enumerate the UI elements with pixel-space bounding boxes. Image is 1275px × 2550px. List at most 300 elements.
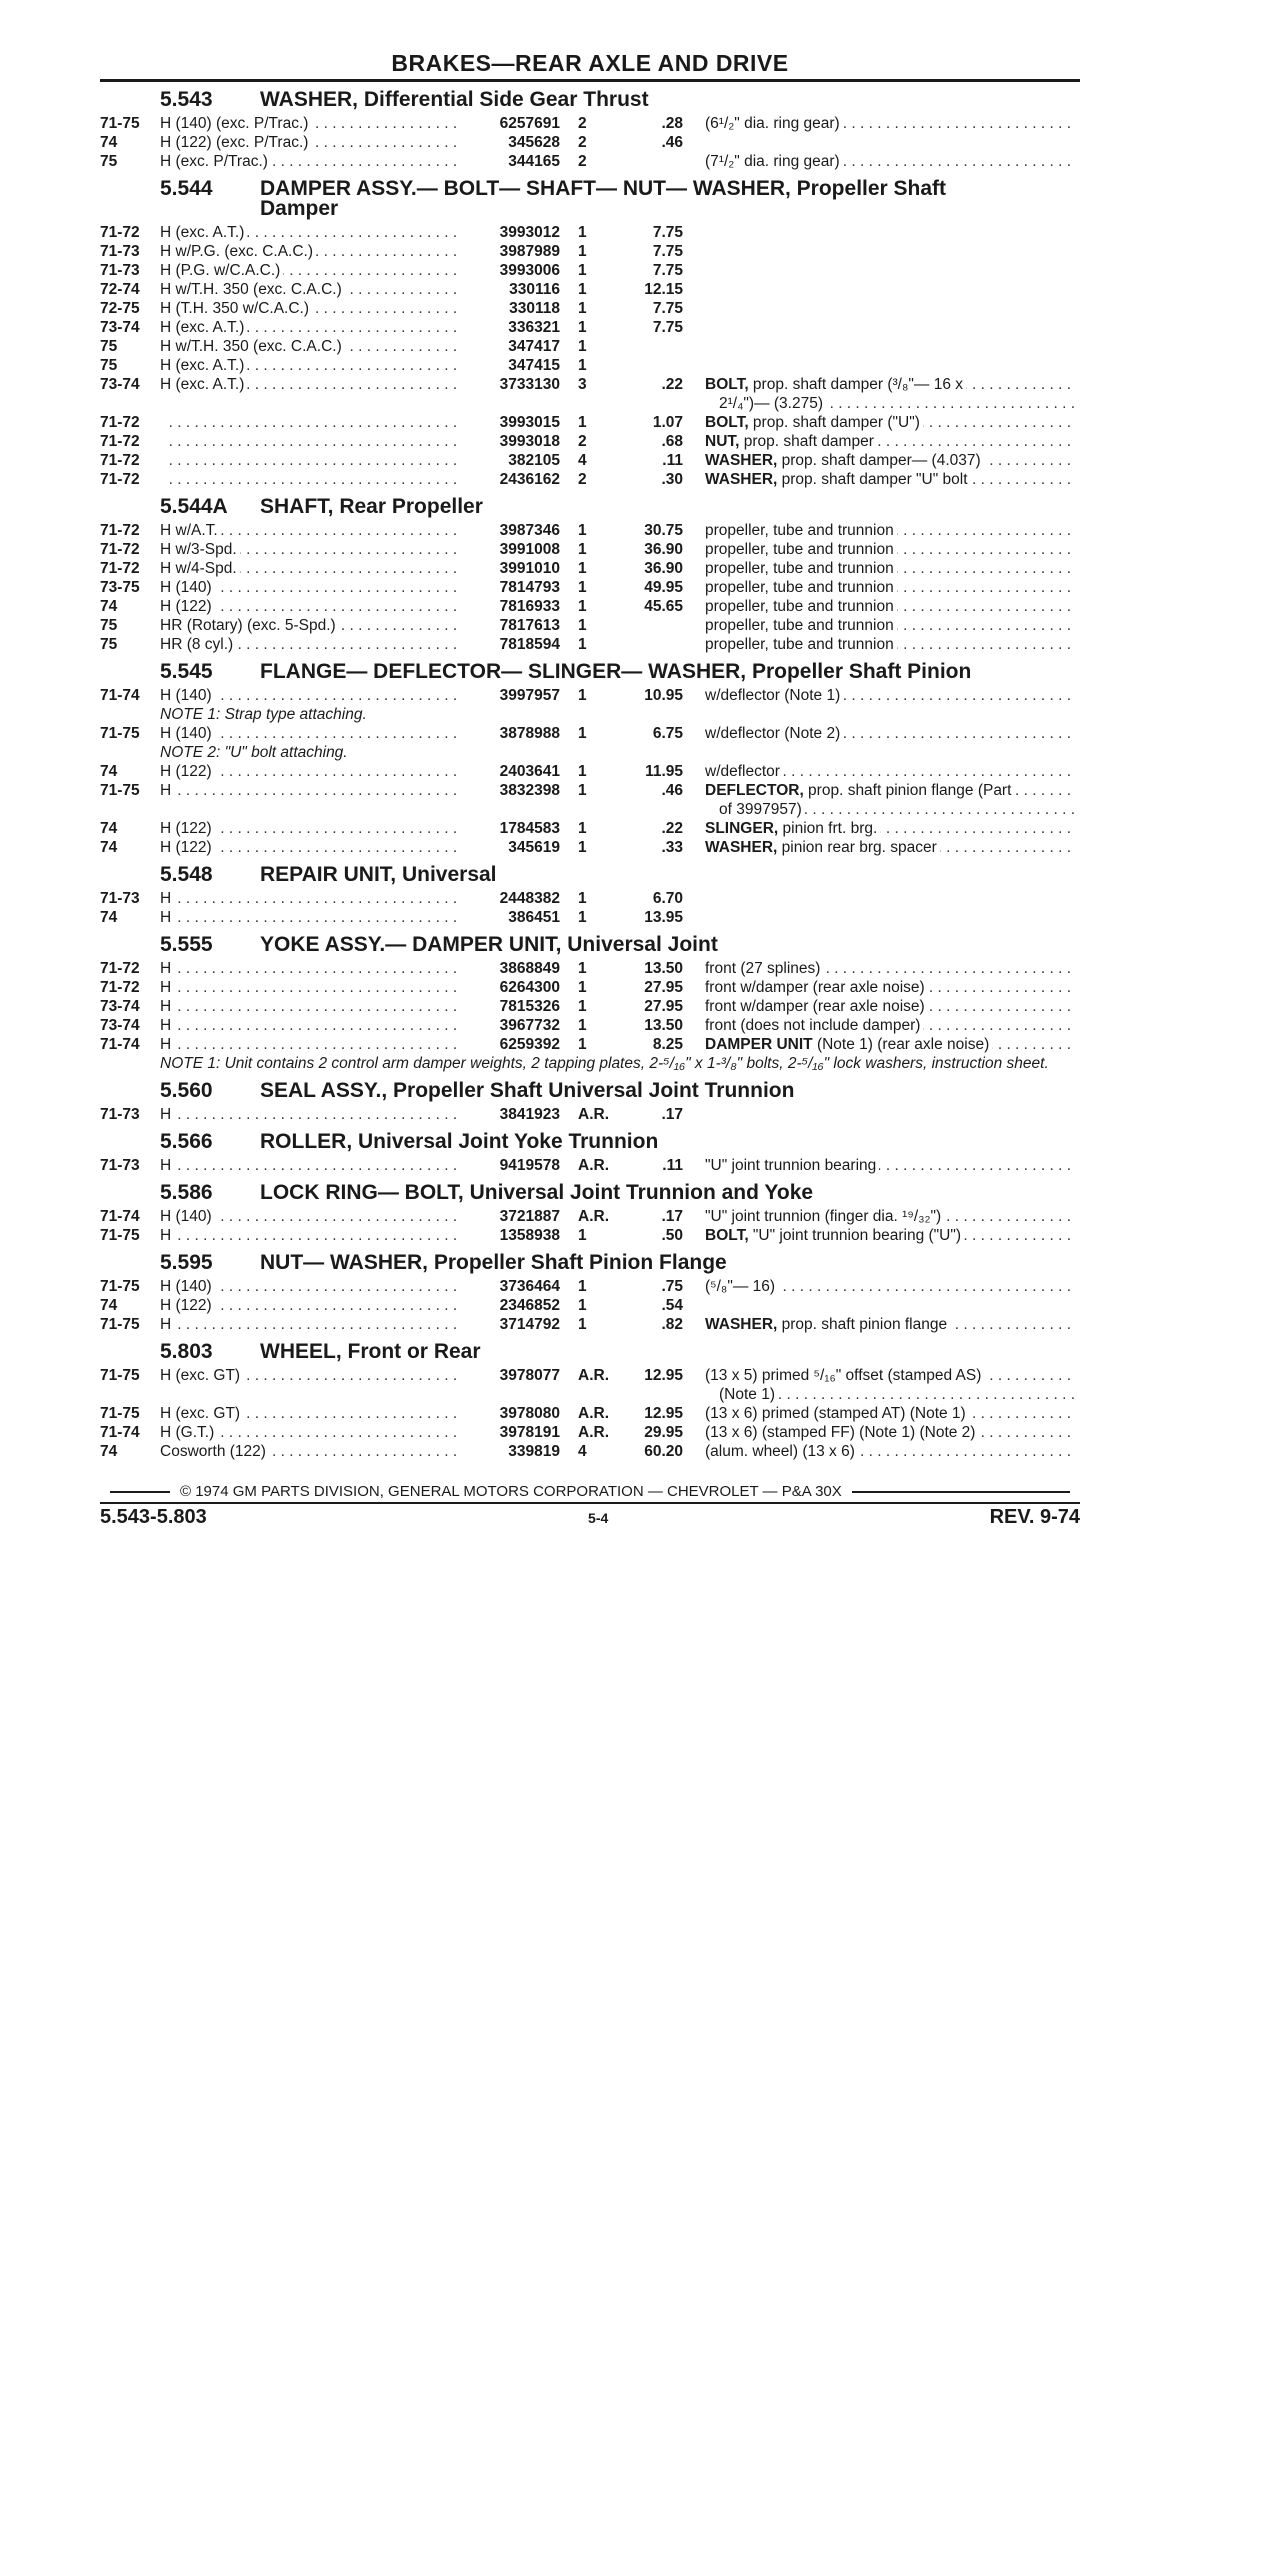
row-description-rest: (⁵/₈"— 16) bbox=[705, 1278, 776, 1295]
table-row bbox=[100, 1226, 1080, 1245]
row-quantity: A.R. bbox=[578, 1367, 609, 1384]
row-application bbox=[160, 375, 460, 394]
row-price: 6.75 bbox=[652, 725, 683, 742]
row-application-text: H (140) bbox=[160, 1208, 215, 1225]
row-application-text: H bbox=[160, 909, 174, 926]
row-application bbox=[160, 978, 460, 997]
section-title: NUT— WASHER, Propeller Shaft Pinion Flange bbox=[260, 1251, 727, 1274]
row-application bbox=[160, 413, 460, 432]
row-description-text bbox=[705, 243, 708, 260]
row-application-text: H (140) bbox=[160, 725, 215, 742]
row-years: 72-75 bbox=[100, 300, 140, 317]
row-description bbox=[683, 762, 1075, 781]
section-number: 5.548 bbox=[160, 863, 213, 886]
section-number: 5.545 bbox=[160, 660, 213, 683]
row-quantity: A.R. bbox=[578, 1424, 609, 1441]
row-description-text bbox=[705, 998, 928, 1015]
row-years: 71-73 bbox=[100, 243, 140, 260]
row-application-text: H (exc. A.T.) bbox=[160, 357, 247, 374]
row-description-rest: propeller, tube and trunnion bbox=[705, 560, 894, 577]
catalog-page bbox=[100, 50, 1080, 1529]
row-price: 11.95 bbox=[645, 763, 683, 780]
row-price: 7.75 bbox=[652, 319, 683, 336]
section-title: LOCK RING— BOLT, Universal Joint Trunnion and Yoke bbox=[260, 1181, 814, 1204]
row-description-text bbox=[705, 338, 708, 355]
row-description bbox=[683, 470, 1075, 489]
row-description-text bbox=[705, 1297, 708, 1314]
row-years: 74 bbox=[100, 909, 118, 926]
row-description-text bbox=[705, 153, 843, 170]
section-title: FLANGE— DEFLECTOR— SLINGER— WASHER, Propeller Shaft Pinion bbox=[260, 660, 972, 683]
table-row bbox=[100, 959, 1080, 978]
row-application bbox=[160, 451, 460, 470]
row-years: 75 bbox=[100, 338, 118, 355]
row-years: 74 bbox=[100, 1297, 118, 1314]
row-application bbox=[160, 578, 460, 597]
table-row bbox=[100, 114, 1080, 133]
row-application bbox=[160, 223, 460, 242]
row-description-text bbox=[705, 820, 880, 837]
row-price: 36.90 bbox=[644, 541, 683, 558]
row-part-number: 6259392 bbox=[499, 1036, 560, 1053]
row-description-text bbox=[705, 979, 928, 996]
row-years: 71-75 bbox=[100, 782, 140, 799]
row-description bbox=[683, 1404, 1075, 1423]
table-row bbox=[100, 432, 1080, 451]
table-row bbox=[100, 540, 1080, 559]
row-part-number: 344165 bbox=[508, 153, 560, 170]
row-description bbox=[683, 1035, 1075, 1054]
section-number-spacer bbox=[100, 195, 260, 223]
row-price bbox=[623, 616, 683, 635]
section-heading bbox=[100, 493, 1080, 521]
row-quantity: 1 bbox=[578, 820, 587, 837]
row-description bbox=[683, 152, 1075, 171]
row-description-text bbox=[705, 725, 843, 742]
row-part-number: 3993015 bbox=[499, 414, 560, 431]
row-price: 27.95 bbox=[644, 998, 683, 1015]
row-description-rest: prop. shaft damper "U" bolt bbox=[777, 471, 968, 488]
row-price: .11 bbox=[662, 452, 683, 469]
row-description-rest: w/deflector (Note 2) bbox=[705, 725, 841, 742]
row-application-text: H (122) bbox=[160, 763, 215, 780]
row-years: 74 bbox=[100, 763, 118, 780]
continuation-indent bbox=[100, 1385, 687, 1404]
row-application-text: H (140) (exc. P/Trac.) bbox=[160, 115, 311, 132]
row-description-rest: prop. shaft damper ("U") bbox=[748, 414, 920, 431]
table-row bbox=[100, 578, 1080, 597]
row-years: 71-74 bbox=[100, 687, 140, 704]
row-application-text: H bbox=[160, 960, 174, 977]
row-price: 36.90 bbox=[644, 560, 683, 577]
row-application-text bbox=[160, 433, 163, 450]
row-quantity: 1 bbox=[578, 890, 587, 907]
row-years: 71-74 bbox=[100, 1208, 140, 1225]
row-description bbox=[683, 1226, 1075, 1245]
row-application-text: H w/4-Spd. bbox=[160, 560, 240, 577]
row-application-text: H bbox=[160, 998, 174, 1015]
row-description-continuation bbox=[100, 394, 1080, 413]
table-row bbox=[100, 781, 1080, 800]
row-description-rest: propeller, tube and trunnion bbox=[705, 617, 894, 634]
table-row bbox=[100, 1016, 1080, 1035]
row-application-text: H w/T.H. 350 (exc. C.A.C.) bbox=[160, 338, 345, 355]
row-description-text bbox=[705, 909, 708, 926]
row-price: 29.95 bbox=[644, 1424, 683, 1441]
row-description-cont bbox=[687, 1385, 1079, 1404]
row-quantity: 2 bbox=[578, 433, 587, 450]
row-description bbox=[683, 838, 1075, 857]
table-row bbox=[100, 1035, 1080, 1054]
row-description-text bbox=[705, 1316, 950, 1333]
row-years: 71-74 bbox=[100, 1424, 140, 1441]
row-application-text: H bbox=[160, 979, 174, 996]
row-quantity: A.R. bbox=[578, 1106, 609, 1123]
row-description-bold: NUT, bbox=[705, 433, 740, 450]
row-application-text: H (exc. GT) bbox=[160, 1367, 243, 1384]
row-part-number: 345628 bbox=[508, 134, 560, 151]
row-application-text bbox=[160, 471, 163, 488]
section-number: 5.586 bbox=[160, 1181, 213, 1204]
row-quantity: 1 bbox=[578, 262, 587, 279]
row-part-number: 3993018 bbox=[499, 433, 560, 450]
footer-section-range: 5.543-5.803 bbox=[100, 1506, 207, 1528]
row-application-text: H w/T.H. 350 (exc. C.A.C.) bbox=[160, 281, 345, 298]
row-part-number: 3841923 bbox=[499, 1106, 560, 1123]
row-application bbox=[160, 997, 460, 1016]
table-row bbox=[100, 280, 1080, 299]
row-quantity: 1 bbox=[578, 1227, 587, 1244]
row-price: 45.65 bbox=[644, 598, 683, 615]
row-part-number: 6264300 bbox=[499, 979, 560, 996]
row-part-number: 3978080 bbox=[499, 1405, 560, 1422]
row-description-rest: propeller, tube and trunnion bbox=[705, 598, 894, 615]
section-heading bbox=[100, 1338, 1080, 1366]
row-quantity: 1 bbox=[578, 541, 587, 558]
row-quantity: 1 bbox=[578, 979, 587, 996]
continuation-indent bbox=[100, 800, 687, 819]
section-number: 5.544A bbox=[160, 495, 228, 518]
row-price: .82 bbox=[661, 1316, 683, 1333]
row-years: 71-72 bbox=[100, 560, 140, 577]
row-description-bold: BOLT, bbox=[705, 414, 749, 431]
row-description bbox=[683, 223, 1075, 242]
row-years: 74 bbox=[100, 598, 118, 615]
row-description bbox=[683, 261, 1075, 280]
row-part-number: 3987989 bbox=[499, 243, 560, 260]
row-application-text: H (140) bbox=[160, 1278, 215, 1295]
table-row bbox=[100, 133, 1080, 152]
row-years: 74 bbox=[100, 134, 118, 151]
table-row bbox=[100, 889, 1080, 908]
row-description bbox=[683, 686, 1075, 705]
section-title: DAMPER ASSY.— BOLT— SHAFT— NUT— WASHER, Propeller Shaft bbox=[260, 177, 947, 200]
row-description bbox=[683, 280, 1075, 299]
continuation-indent bbox=[100, 394, 687, 413]
row-years: 71-75 bbox=[100, 1227, 140, 1244]
row-application-text: H (140) bbox=[160, 687, 215, 704]
row-price: 7.75 bbox=[652, 262, 683, 279]
row-description-rest: front (does not include damper) bbox=[705, 1017, 921, 1034]
table-row bbox=[100, 1442, 1080, 1461]
row-application bbox=[160, 242, 460, 261]
row-years: 71-72 bbox=[100, 414, 140, 431]
row-years: 73-74 bbox=[100, 1017, 140, 1034]
table-row bbox=[100, 1207, 1080, 1226]
row-description-text bbox=[705, 1443, 858, 1460]
section-title: REPAIR UNIT, Universal bbox=[260, 863, 497, 886]
row-part-number: 3991008 bbox=[499, 541, 560, 558]
row-part-number: 382105 bbox=[508, 452, 560, 469]
row-description-rest: (13 x 6) (stamped FF) (Note 1) (Note 2) bbox=[705, 1424, 976, 1441]
row-quantity: 4 bbox=[578, 452, 587, 469]
row-quantity: 1 bbox=[578, 1036, 587, 1053]
row-quantity: 3 bbox=[578, 376, 587, 393]
row-price: 8.25 bbox=[652, 1036, 683, 1053]
row-quantity: 1 bbox=[578, 579, 587, 596]
row-price: 27.95 bbox=[644, 979, 683, 996]
section-heading bbox=[100, 1249, 1080, 1277]
row-description bbox=[683, 242, 1075, 261]
row-years: 71-72 bbox=[100, 541, 140, 558]
row-application bbox=[160, 318, 460, 337]
row-application-text bbox=[160, 414, 163, 431]
row-application-text: H bbox=[160, 782, 174, 799]
footer-rule-right bbox=[852, 1491, 1070, 1493]
row-part-number: 7818594 bbox=[499, 636, 560, 653]
row-description bbox=[683, 1423, 1075, 1442]
row-price: 12.95 bbox=[644, 1405, 683, 1422]
row-price: 13.50 bbox=[644, 960, 683, 977]
row-part-number: 345619 bbox=[508, 839, 560, 856]
row-description-bold: WASHER, bbox=[705, 839, 778, 856]
row-description-text bbox=[705, 579, 897, 596]
row-years: 73-74 bbox=[100, 998, 140, 1015]
row-application-text: Cosworth (122) bbox=[160, 1443, 269, 1460]
row-part-number: 347415 bbox=[508, 357, 560, 374]
row-application-text: H (exc. A.T.) bbox=[160, 376, 247, 393]
row-description bbox=[683, 1315, 1075, 1334]
row-description-rest: (7¹/₂" dia. ring gear) bbox=[705, 153, 840, 170]
row-description-text bbox=[705, 687, 843, 704]
row-description-cont bbox=[687, 800, 1079, 819]
row-application-text: H w/A.T. bbox=[160, 522, 221, 539]
row-quantity: 1 bbox=[578, 763, 587, 780]
row-price: .17 bbox=[661, 1106, 683, 1123]
row-application-text: H (exc. P/Trac.) bbox=[160, 153, 271, 170]
footer-revision: REV. 9-74 bbox=[989, 1506, 1080, 1528]
row-application bbox=[160, 280, 460, 299]
section-number: 5.560 bbox=[160, 1079, 213, 1102]
row-description-text bbox=[705, 452, 984, 469]
section-title: SEAL ASSY., Propeller Shaft Universal Joint Trunnion bbox=[260, 1079, 795, 1102]
row-description bbox=[683, 978, 1075, 997]
row-part-number: 386451 bbox=[508, 909, 560, 926]
row-application bbox=[160, 889, 460, 908]
row-description bbox=[683, 1016, 1075, 1035]
row-description-text bbox=[705, 115, 843, 132]
table-row bbox=[100, 686, 1080, 705]
row-application-text: H (122) (exc. P/Trac.) bbox=[160, 134, 311, 151]
row-description bbox=[683, 337, 1075, 356]
row-part-number: 3993006 bbox=[499, 262, 560, 279]
row-quantity: A.R. bbox=[578, 1208, 609, 1225]
row-description-rest: (13 x 6) primed (stamped AT) (Note 1) bbox=[705, 1405, 966, 1422]
row-description-text bbox=[705, 1227, 964, 1244]
row-years: 74 bbox=[100, 839, 118, 856]
row-description bbox=[683, 616, 1075, 635]
row-quantity: 1 bbox=[578, 839, 587, 856]
row-application-text: H bbox=[160, 1157, 174, 1174]
row-description-text bbox=[705, 636, 897, 653]
row-price: 10.95 bbox=[644, 687, 683, 704]
row-quantity: 1 bbox=[578, 243, 587, 260]
row-years: 71-74 bbox=[100, 1036, 140, 1053]
row-part-number: 7817613 bbox=[499, 617, 560, 634]
row-years: 73-74 bbox=[100, 319, 140, 336]
row-application bbox=[160, 1105, 460, 1124]
row-description-text bbox=[705, 262, 708, 279]
row-part-number: 3993012 bbox=[499, 224, 560, 241]
row-price: 60.20 bbox=[644, 1443, 683, 1460]
row-description-text bbox=[705, 1424, 978, 1441]
section-number: 5.595 bbox=[160, 1251, 213, 1274]
row-application bbox=[160, 337, 460, 356]
table-row bbox=[100, 762, 1080, 781]
row-application bbox=[160, 724, 460, 743]
table-row bbox=[100, 819, 1080, 838]
row-description-text bbox=[705, 782, 1014, 799]
row-quantity: 1 bbox=[578, 998, 587, 1015]
row-description bbox=[683, 819, 1075, 838]
footer-page-number: 5-4 bbox=[588, 1510, 609, 1526]
row-years: 75 bbox=[100, 153, 118, 170]
row-description-bold: SLINGER, bbox=[705, 820, 779, 837]
row-application bbox=[160, 1016, 460, 1035]
row-quantity: A.R. bbox=[578, 1405, 609, 1422]
row-price: .50 bbox=[661, 1227, 683, 1244]
row-quantity: 2 bbox=[578, 471, 587, 488]
row-application-text: H (140) bbox=[160, 579, 215, 596]
row-description-rest: propeller, tube and trunnion bbox=[705, 541, 894, 558]
row-part-number: 3991010 bbox=[499, 560, 560, 577]
row-part-number: 6257691 bbox=[499, 115, 560, 132]
row-part-number: 3987346 bbox=[499, 522, 560, 539]
row-price bbox=[623, 356, 683, 375]
section-title: WHEEL, Front or Rear bbox=[260, 1340, 481, 1363]
row-application-text: H w/3-Spd. bbox=[160, 541, 240, 558]
row-description-bold: WASHER, bbox=[705, 1316, 778, 1333]
row-description bbox=[683, 959, 1075, 978]
row-description bbox=[683, 432, 1075, 451]
table-row bbox=[100, 597, 1080, 616]
row-description bbox=[683, 908, 1075, 927]
section-heading bbox=[100, 1128, 1080, 1156]
row-description-bold: BOLT, bbox=[705, 376, 749, 393]
section-number: 5.803 bbox=[160, 1340, 213, 1363]
row-description-text bbox=[705, 598, 897, 615]
row-part-number: 3868849 bbox=[499, 960, 560, 977]
row-years: 71-75 bbox=[100, 1278, 140, 1295]
row-description bbox=[683, 375, 1075, 394]
row-description-text bbox=[705, 1405, 969, 1422]
table-row bbox=[100, 470, 1080, 489]
row-description bbox=[683, 1277, 1075, 1296]
row-application bbox=[160, 1315, 460, 1334]
row-price: .17 bbox=[661, 1208, 683, 1225]
row-part-number: 7814793 bbox=[499, 579, 560, 596]
row-description-text bbox=[705, 1157, 879, 1174]
row-application-text: H (exc. A.T.) bbox=[160, 319, 247, 336]
row-description-text bbox=[705, 224, 708, 241]
row-application-text: HR (Rotary) (exc. 5-Spd.) bbox=[160, 617, 339, 634]
row-description-text bbox=[705, 134, 708, 151]
row-application bbox=[160, 356, 460, 375]
row-description-text bbox=[705, 1367, 984, 1384]
row-description-text bbox=[705, 617, 897, 634]
row-part-number: 2346852 bbox=[499, 1297, 560, 1314]
row-description bbox=[683, 578, 1075, 597]
section-heading bbox=[100, 1077, 1080, 1105]
row-description-text bbox=[705, 1106, 708, 1123]
row-application bbox=[160, 1226, 460, 1245]
table-row bbox=[100, 1156, 1080, 1175]
row-part-number: 1784583 bbox=[499, 820, 560, 837]
row-part-number: 2436162 bbox=[499, 471, 560, 488]
section-note: NOTE 2: "U" bolt attaching. bbox=[160, 744, 348, 761]
row-years: 75 bbox=[100, 617, 118, 634]
row-application-text: H bbox=[160, 1017, 174, 1034]
row-description bbox=[683, 540, 1075, 559]
row-description-cont bbox=[687, 394, 1079, 413]
table-row bbox=[100, 521, 1080, 540]
row-years: 75 bbox=[100, 636, 118, 653]
section-title-cont: Damper bbox=[260, 197, 339, 220]
section-note: NOTE 1: Unit contains 2 control arm damper weights, 2 tapping plates, 2-⁵/₁₆" x 1-³/₈" bolts, 2-⁵/₁₆" lock washers, instruction sheet. bbox=[160, 1055, 1049, 1072]
row-application bbox=[160, 114, 460, 133]
row-part-number: 7815326 bbox=[499, 998, 560, 1015]
row-application-text: H (122) bbox=[160, 598, 215, 615]
row-part-number: 347417 bbox=[508, 338, 560, 355]
row-price: .11 bbox=[662, 1157, 683, 1174]
row-application bbox=[160, 1277, 460, 1296]
row-description bbox=[683, 559, 1075, 578]
row-application-text: H (122) bbox=[160, 839, 215, 856]
row-application bbox=[160, 299, 460, 318]
row-part-number: 3878988 bbox=[499, 725, 560, 742]
row-quantity: 2 bbox=[578, 134, 587, 151]
row-description-text bbox=[705, 376, 966, 393]
row-part-number: 2448382 bbox=[499, 890, 560, 907]
row-part-number: 3733130 bbox=[499, 376, 560, 393]
row-application bbox=[160, 261, 460, 280]
row-quantity: 1 bbox=[578, 281, 587, 298]
row-application-text: H (G.T.) bbox=[160, 1424, 217, 1441]
row-quantity: 1 bbox=[578, 725, 587, 742]
row-description bbox=[683, 299, 1075, 318]
section-heading bbox=[100, 658, 1080, 686]
row-application-text: H (T.H. 350 w/C.A.C.) bbox=[160, 300, 312, 317]
row-description-text bbox=[705, 560, 897, 577]
row-application bbox=[160, 1207, 460, 1226]
row-description-rest: w/deflector bbox=[705, 763, 780, 780]
row-description-rest: (6¹/₂" dia. ring gear) bbox=[705, 115, 840, 132]
row-description bbox=[683, 1207, 1075, 1226]
row-quantity: 2 bbox=[578, 153, 587, 170]
section-number: 5.555 bbox=[160, 933, 213, 956]
table-row bbox=[100, 413, 1080, 432]
row-price: 12.95 bbox=[644, 1367, 683, 1384]
